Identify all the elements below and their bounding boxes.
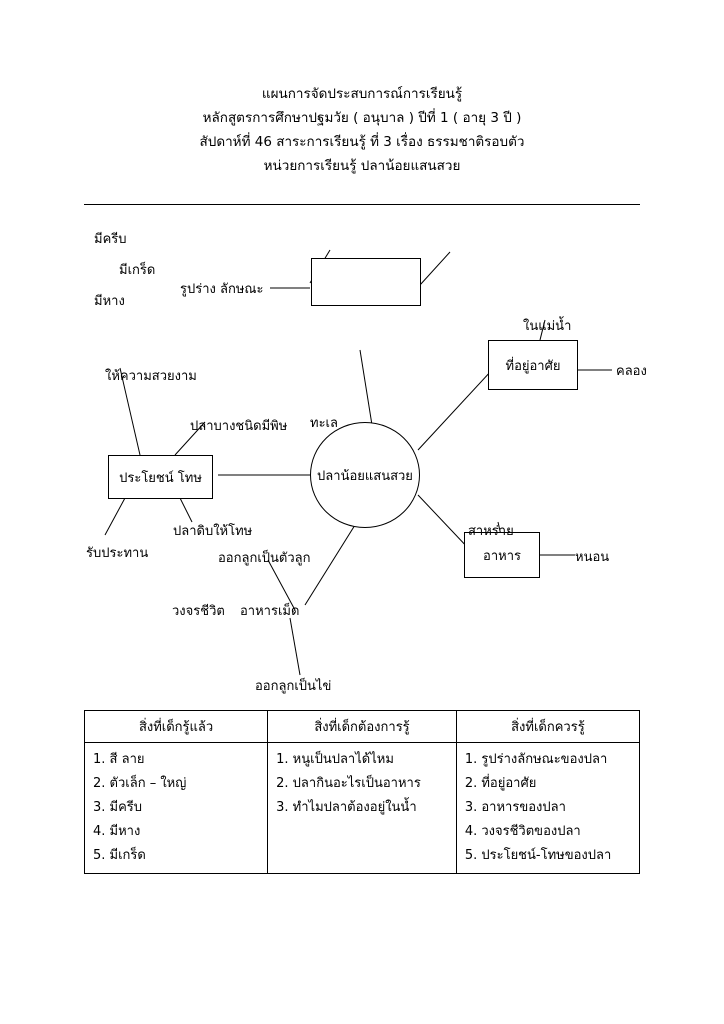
list-item: 3. มีครีบ: [93, 800, 143, 815]
table-header-want-to-know: สิ่งที่เด็กต้องการรู้: [268, 711, 457, 743]
label-scale: มีเกร็ด: [119, 263, 156, 278]
document-header: [62, 82, 662, 178]
knowledge-table: [84, 710, 640, 874]
table-cell-should-know: [456, 743, 639, 874]
label-worm: หนอน: [575, 550, 610, 565]
label-sea: ทะเล: [310, 416, 338, 431]
list-item: 2. ที่อยู่อาศัย: [464, 776, 537, 791]
header-line-3: สัปดาห์ที่ 46 สาระการเรียนรู้ ที่ 3 เรื่อง ธรรมชาติรอบตัว: [199, 134, 525, 150]
label-eat: รับประทาน: [86, 546, 149, 561]
label-pellet-food: อาหารเม็ด: [240, 604, 300, 619]
node-food-box: อาหาร: [464, 532, 540, 578]
label-beauty: ให้ความสวยงาม: [105, 369, 197, 384]
node-center-topic: ปลาน้อยแสนสวย: [310, 422, 420, 528]
list-item: 3. ทำไมปลาต้องอยู่ในน้ำ: [276, 800, 417, 815]
label-poison: ปลาบางชนิดมีพิษ: [190, 419, 288, 434]
label-canal: คลอง: [616, 364, 647, 379]
label-live-birth: ออกลูกเป็นตัวลูก: [218, 551, 311, 566]
header-divider: [84, 204, 640, 205]
list-item: [276, 844, 448, 868]
label-raw-fish: ปลาดิบให้โทษ: [173, 524, 253, 539]
list-item: 5. มีเกร็ด: [93, 848, 146, 863]
header-line-1: แผนการจัดประสบการณ์การเรียนรู้: [261, 86, 463, 102]
list-item: 2. ตัวเล็ก – ใหญ่: [93, 776, 187, 791]
table-header-known: สิ่งที่เด็กรู้แล้ว: [85, 711, 268, 743]
label-river: ในแม่น้ำ: [523, 319, 572, 334]
label-fin: มีครีบ: [94, 232, 127, 247]
header-line-2: หลักสูตรการศึกษาปฐมวัย ( อนุบาล ) ปีที่ 1 ( อายุ 3 ปี ): [202, 110, 522, 126]
mind-map-diagram: [0, 210, 724, 700]
label-seaweed: สาหร่าย: [468, 524, 514, 539]
table-header-should-know: สิ่งที่เด็กควรรู้: [456, 711, 639, 743]
list-item: 4. มีหาง: [93, 824, 141, 839]
label-egg-laying: ออกลูกเป็นไข่: [255, 679, 332, 694]
table-header-row: [85, 711, 640, 743]
table-cell-known: [85, 743, 268, 874]
list-item: [276, 820, 448, 844]
list-item: 3. อาหารของปลา: [464, 800, 566, 815]
list-item: 1. หนูเป็นปลาได้ไหม: [276, 752, 394, 767]
label-lifecycle: วงจรชีวิต: [172, 604, 225, 619]
list-item: 1. รูปร่างลักษณะของปลา: [464, 752, 608, 767]
label-shape: รูปร่าง ลักษณะ: [180, 282, 264, 297]
node-habitat-box: ที่อยู่อาศัย: [488, 340, 578, 390]
list-item: 5. ประโยชน์-โทษของปลา: [464, 848, 612, 863]
table-cell-want-to-know: [268, 743, 457, 874]
node-shape-box: [311, 258, 421, 306]
table-body-row: [85, 743, 640, 874]
label-tail: มีหาง: [94, 294, 125, 309]
list-item: 2. ปลากินอะไรเป็นอาหาร: [276, 776, 421, 791]
header-line-4: หน่วยการเรียนรู้ ปลาน้อยแสนสวย: [263, 158, 461, 174]
list-item: 1. สี ลาย: [93, 752, 145, 767]
node-benefit-box: ประโยชน์ โทษ: [108, 455, 213, 499]
list-item: 4. วงจรชีวิตของปลา: [464, 824, 581, 839]
